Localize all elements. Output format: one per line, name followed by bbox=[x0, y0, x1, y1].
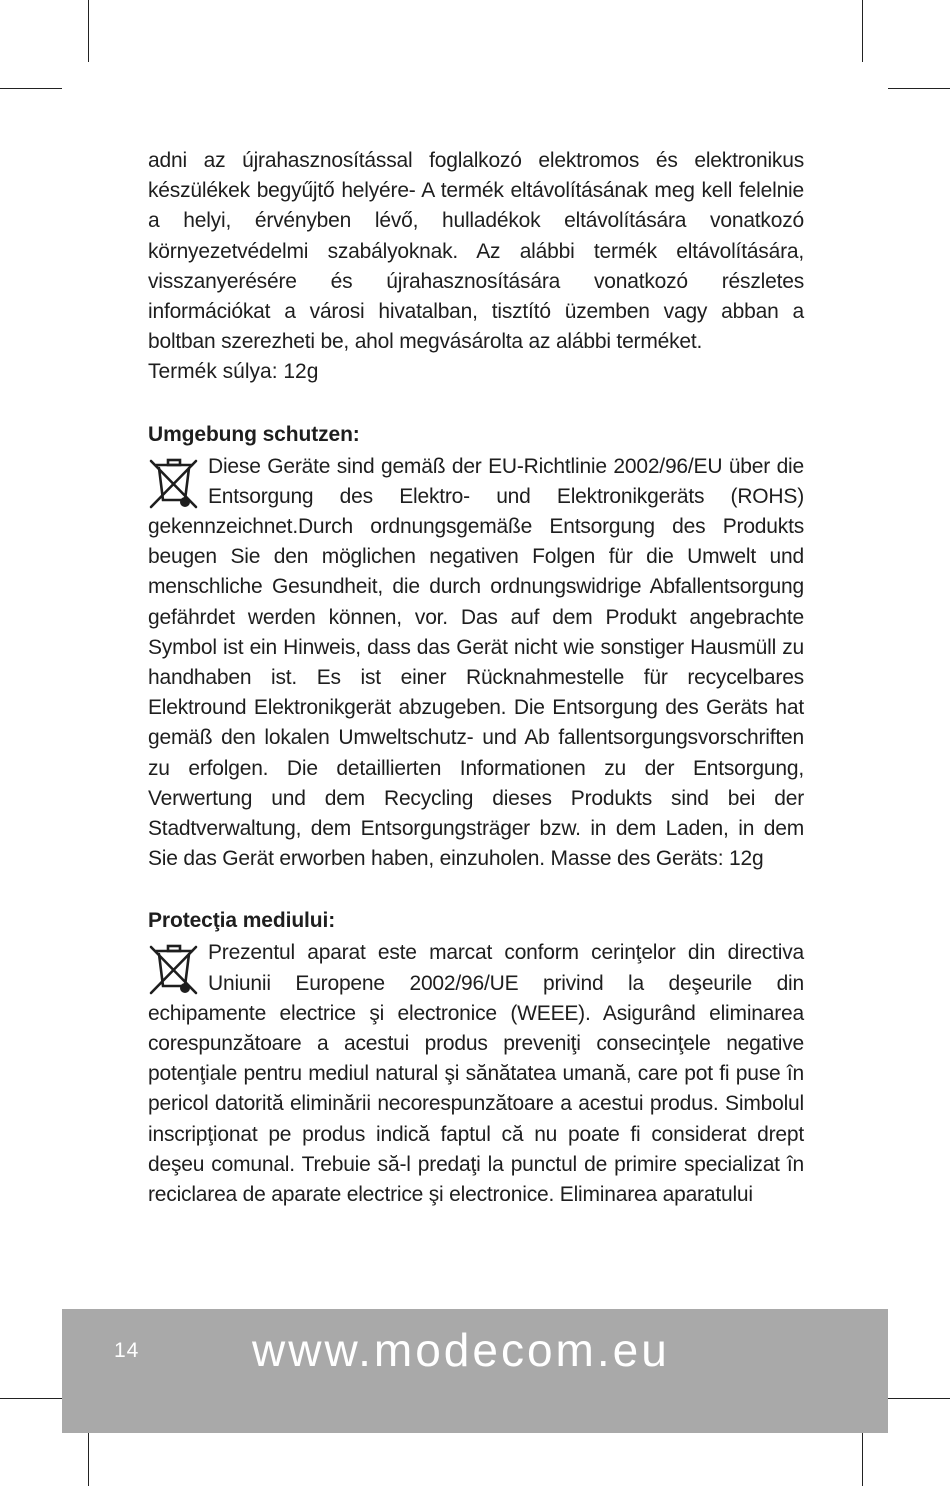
crop-mark-bottom-left bbox=[88, 1424, 89, 1486]
footer-bar bbox=[62, 1309, 888, 1433]
website-url: www.modecom.eu bbox=[252, 1324, 670, 1376]
romanian-heading: Protecţia mediului: bbox=[148, 909, 336, 933]
crop-mark-bottom-right bbox=[862, 1424, 863, 1486]
german-section bbox=[148, 420, 804, 875]
romanian-paragraph: Prezentul aparat este marcat conform cerinţelor din directiva Uniunii Europene 2002/96/UE privind la deşeurile din echipamente electrice şi electronice (WEEE). Asigurând eliminarea corespunzătoare a acestui produs preveniţi consecinţele negative potenţiale pentru mediul natural şi sănătatea umană, care pot fi puse în pericol datorită eliminării necorespunzătoare a acestui produs. Simbolul inscripţionat pe produs indică faptul că nu poate fi considerat drept deşeu comunal. Trebuie să-l predaţi la punctul de primire specializat în reciclarea de aparate electrice şi electronice. Eliminarea aparatului bbox=[148, 941, 804, 1207]
page-number: 14 bbox=[114, 1339, 140, 1362]
crop-mark-left-bottom bbox=[0, 1398, 62, 1399]
german-paragraph: Diese Geräte sind gemäß der EU-Richtlinie 2002/96/EU über die Entsorgung des Elektro- und Elektronikgeräts (ROHS) gekennzeichnet.Durch ordnungsgemäße Entsorgung des Produkts beugen Sie den möglichen negativen Folgen für die Umwelt und menschliche Gesundheit, die durch ordnungswidrige Abfallentsorgung gefährdet werden können, vor. Das auf dem Produkt angebrachte Symbol ist ein Hinweis, dass das Gerät nicht wie sonstiger Hausmüll zu handhaben ist. Es ist einer Rücknahmestelle für recycelbares Elektround Elektronikgerät abzugeben. Die Entsorgung des Geräts hat gemäß den lokalen Umweltschutz- und Ab fallentsorgungsvorschriften zu erfolgen. Die detaillierten Informationen zu der Entsorgung, Verwertung und dem Recycling dieses Produkts sind bei der Stadtverwaltung, dem Entsorgungsträger bzw. in dem Laden, in dem Sie das Gerät erworben haben, einzuholen. Masse des Geräts: 12g bbox=[148, 454, 804, 871]
hungarian-product-weight: Termék súlya: 12g bbox=[148, 360, 319, 384]
crop-mark-left-top bbox=[0, 88, 62, 89]
crop-mark-right-bottom bbox=[888, 1398, 950, 1399]
crop-mark-top-left bbox=[88, 0, 89, 62]
crop-mark-right-top bbox=[888, 88, 950, 89]
german-heading: Umgebung schutzen: bbox=[148, 422, 360, 446]
hungarian-paragraph: adni az újrahasznosítással foglalkozó elektromos és elektronikus készülékek begyűjtő helyére- A termék eltávolításának meg kell felelnie a helyi, érvényben lévő, hulladékok eltávolítására vonatkozó környezetvédelmi szabályoknak. Az alábbi termék eltávolítására, visszanyerésére és újrahasznosítására vonatkozó részletes információkat a városi hivatalban, tisztító üzemben vagy abban a boltban szerezheti be, ahol megvásárolta az alábbi terméket. bbox=[148, 149, 804, 354]
crossed-out-wheelie-bin-icon bbox=[148, 456, 200, 512]
page-content bbox=[148, 146, 804, 1210]
crop-mark-top-right bbox=[862, 0, 863, 62]
crossed-out-wheelie-bin-icon bbox=[148, 942, 200, 998]
romanian-section bbox=[148, 906, 804, 1210]
